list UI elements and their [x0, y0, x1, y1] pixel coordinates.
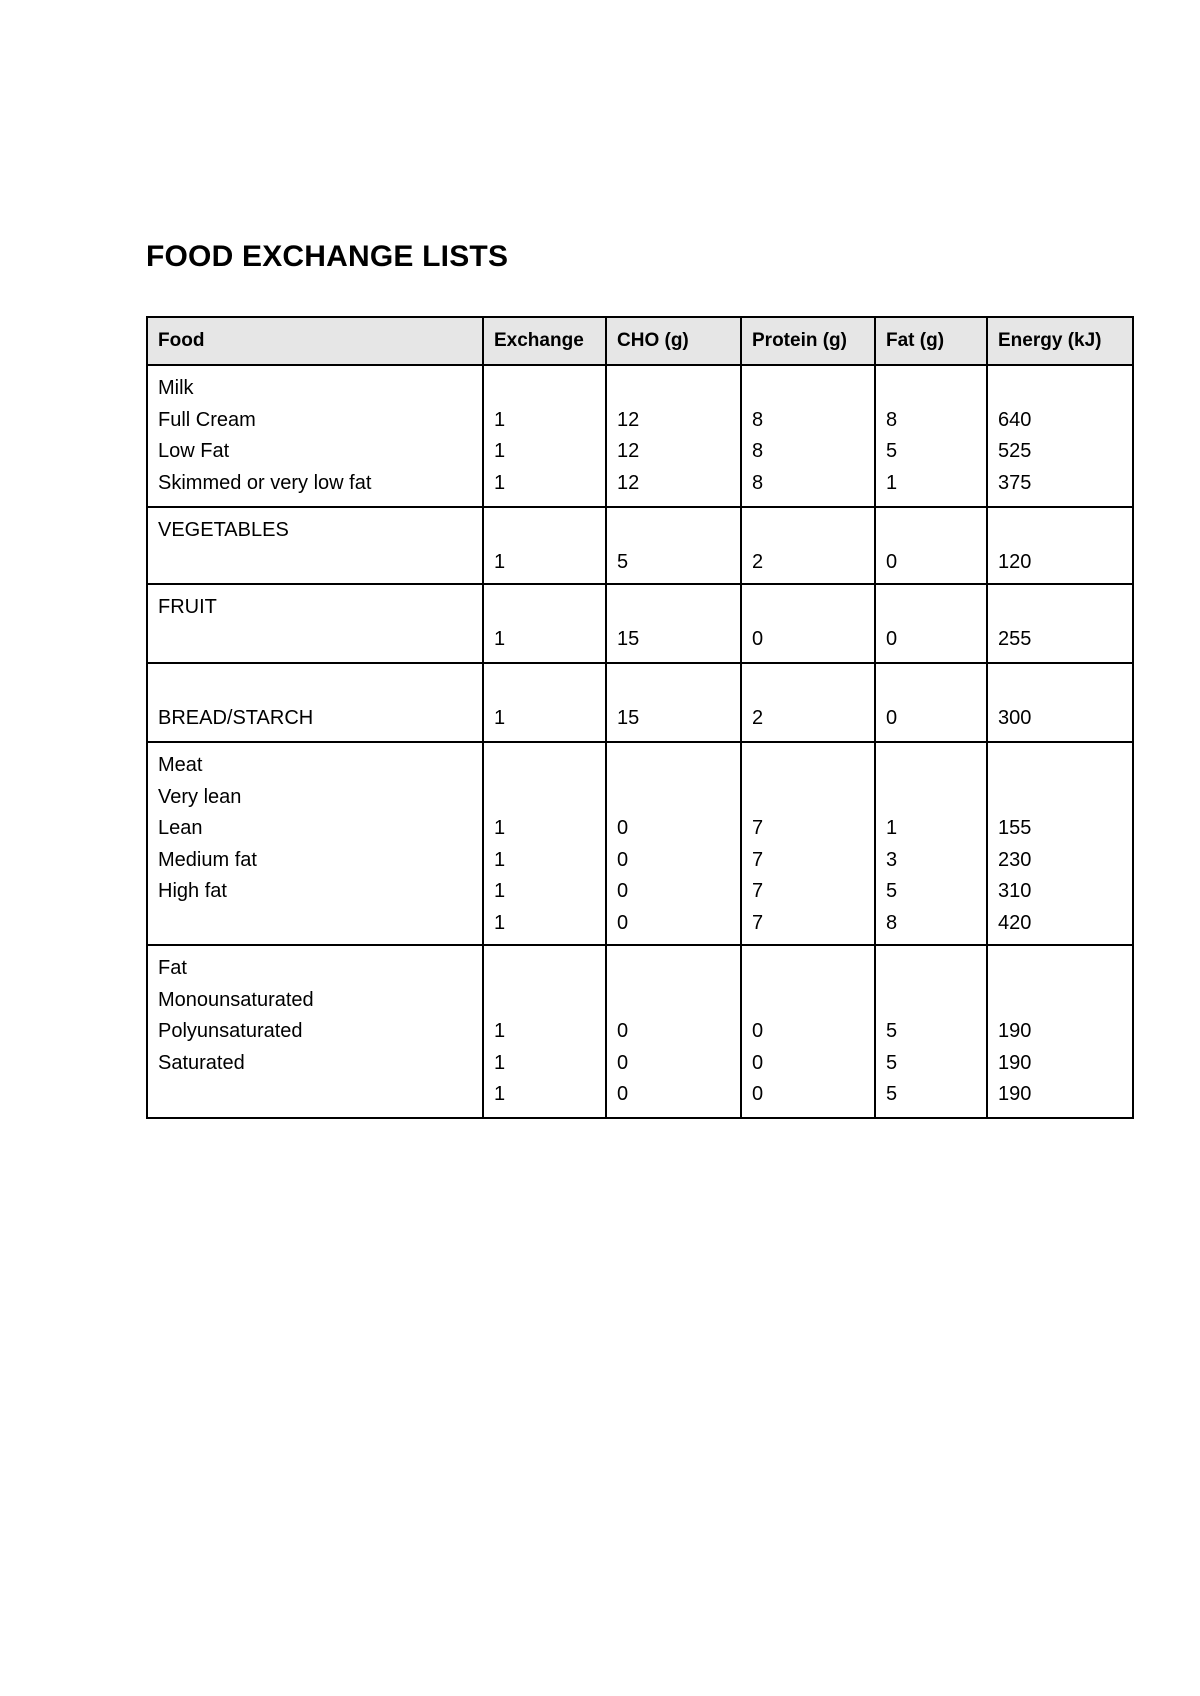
- cell-line: [158, 1079, 482, 1111]
- cell-line: 7: [752, 848, 764, 871]
- cell-line: [998, 782, 1132, 814]
- cell-line: 1: [494, 627, 506, 650]
- cell-line: [158, 908, 482, 940]
- cell-line: [886, 373, 986, 405]
- cell-line: [998, 592, 1132, 624]
- cell-line: 0: [752, 1083, 764, 1105]
- cell-line: Low Fat: [158, 440, 230, 462]
- cell-line: 0: [886, 706, 898, 729]
- cell-line: [886, 671, 986, 703]
- food-cell: [147, 507, 483, 584]
- protein-cell: [741, 507, 875, 584]
- cell-line: 8: [752, 408, 764, 431]
- food-exchange-table: [146, 316, 1134, 1119]
- table-row: [147, 663, 1133, 742]
- food-exchange-table-container: [146, 316, 1132, 1119]
- cell-line: 300: [998, 706, 1032, 729]
- protein-cell: [741, 584, 875, 663]
- cell-line: 5: [617, 550, 629, 573]
- cell-line: 2: [752, 550, 764, 573]
- cell-line: 8: [752, 471, 764, 494]
- cell-line: 12: [617, 440, 640, 462]
- cell-line: 1: [494, 1051, 506, 1074]
- cell-line: 0: [617, 1083, 629, 1105]
- cell-line: [158, 671, 482, 703]
- cell-line: [494, 750, 605, 782]
- cell-line: [494, 373, 605, 405]
- cell-line: 1: [494, 848, 506, 871]
- cell-line: 5: [886, 440, 898, 462]
- cell-line: VEGETABLES: [158, 519, 289, 541]
- header-cho: CHO (g): [606, 317, 741, 365]
- cell-line: [752, 782, 874, 814]
- cell-line: Meat: [158, 754, 203, 776]
- cell-line: 0: [617, 880, 629, 902]
- cell-line: 190: [998, 1051, 1032, 1074]
- cell-line: [617, 985, 740, 1017]
- cell-line: [752, 985, 874, 1017]
- energy-cell: [987, 584, 1133, 663]
- cell-line: Very lean: [158, 785, 242, 808]
- cell-line: 8: [886, 408, 898, 431]
- cell-line: 0: [752, 1020, 764, 1042]
- cell-line: 1: [494, 1020, 506, 1042]
- protein-cell: [741, 742, 875, 945]
- energy-cell: [987, 663, 1133, 742]
- cell-line: 5: [886, 1020, 898, 1042]
- cell-line: 0: [617, 817, 629, 839]
- header-energy: Energy (kJ): [987, 317, 1133, 365]
- table-row: [147, 742, 1133, 945]
- cell-line: [998, 985, 1132, 1017]
- cho-cell: [606, 365, 741, 507]
- cell-line: [494, 953, 605, 985]
- cell-line: 0: [886, 627, 898, 650]
- cell-line: [998, 373, 1132, 405]
- cell-line: 0: [617, 1051, 629, 1074]
- exchange-cell: [483, 365, 606, 507]
- cell-line: 120: [998, 550, 1032, 573]
- cell-line: 8: [886, 911, 898, 934]
- cell-line: 420: [998, 911, 1032, 934]
- fat-cell: [875, 663, 987, 742]
- cell-line: 0: [886, 550, 898, 573]
- protein-cell: [741, 663, 875, 742]
- header-food: Food: [147, 317, 483, 365]
- cell-line: Milk: [158, 377, 194, 399]
- cell-line: BREAD/STARCH: [158, 706, 314, 729]
- cell-line: [752, 953, 874, 985]
- cell-line: 0: [752, 627, 764, 650]
- cell-line: 12: [617, 471, 640, 494]
- table-row: [147, 584, 1133, 663]
- cell-line: 1: [886, 471, 898, 494]
- cell-line: 7: [752, 911, 764, 934]
- table-body: [147, 365, 1133, 1118]
- cell-line: [617, 515, 740, 547]
- cho-cell: [606, 584, 741, 663]
- header-fat: Fat (g): [875, 317, 987, 365]
- food-cell: [147, 663, 483, 742]
- cell-line: [752, 592, 874, 624]
- cell-line: Fat: [158, 957, 187, 979]
- cell-line: 1: [494, 706, 506, 729]
- cell-line: [886, 782, 986, 814]
- cell-line: 1: [494, 440, 506, 462]
- cell-line: [617, 592, 740, 624]
- cell-line: FRUIT: [158, 596, 217, 618]
- exchange-cell: [483, 945, 606, 1118]
- cell-line: 5: [886, 1083, 898, 1105]
- cell-line: Medium fat: [158, 848, 257, 871]
- cell-line: [617, 953, 740, 985]
- cell-line: 375: [998, 471, 1032, 494]
- cell-line: 190: [998, 1020, 1032, 1042]
- fat-cell: [875, 584, 987, 663]
- cell-line: 190: [998, 1083, 1032, 1105]
- cell-line: 1: [494, 408, 506, 431]
- table-header-row: [147, 317, 1133, 365]
- cell-line: 15: [617, 627, 640, 650]
- cell-line: 525: [998, 440, 1032, 462]
- cell-line: [752, 515, 874, 547]
- exchange-cell: [483, 663, 606, 742]
- cell-line: [617, 782, 740, 814]
- energy-cell: [987, 742, 1133, 945]
- cell-line: Monounsaturated: [158, 988, 314, 1011]
- cell-line: Polyunsaturated: [158, 1020, 303, 1042]
- cell-line: [158, 624, 482, 656]
- energy-cell: [987, 945, 1133, 1118]
- cell-line: 1: [886, 817, 898, 839]
- cell-line: 1: [494, 550, 506, 573]
- fat-cell: [875, 507, 987, 584]
- cell-line: [494, 985, 605, 1017]
- cell-line: 1: [494, 1083, 506, 1105]
- cell-line: 7: [752, 880, 764, 902]
- header-protein: Protein (g): [741, 317, 875, 365]
- header-exchange: Exchange: [483, 317, 606, 365]
- cell-line: [998, 671, 1132, 703]
- cell-line: 640: [998, 408, 1032, 431]
- cell-line: 1: [494, 911, 506, 934]
- cho-cell: [606, 945, 741, 1118]
- food-cell: [147, 742, 483, 945]
- cell-line: 0: [752, 1051, 764, 1074]
- food-cell: [147, 584, 483, 663]
- protein-cell: [741, 365, 875, 507]
- table-row: [147, 945, 1133, 1118]
- cell-line: [752, 373, 874, 405]
- cell-line: 8: [752, 440, 764, 462]
- cell-line: Full Cream: [158, 408, 256, 431]
- cell-line: [998, 953, 1132, 985]
- page-title: FOOD EXCHANGE LISTS: [146, 240, 509, 273]
- cell-line: [158, 547, 482, 579]
- cell-line: [886, 515, 986, 547]
- energy-cell: [987, 365, 1133, 507]
- cell-line: 310: [998, 880, 1032, 902]
- food-cell: [147, 365, 483, 507]
- cell-line: [617, 750, 740, 782]
- fat-cell: [875, 945, 987, 1118]
- cell-line: [494, 515, 605, 547]
- exchange-cell: [483, 507, 606, 584]
- cell-line: Lean: [158, 817, 203, 839]
- cell-line: 255: [998, 627, 1032, 650]
- cell-line: 1: [494, 880, 506, 902]
- energy-cell: [987, 507, 1133, 584]
- table-row: [147, 507, 1133, 584]
- cell-line: [886, 953, 986, 985]
- fat-cell: [875, 365, 987, 507]
- cell-line: 1: [494, 471, 506, 494]
- cell-line: 0: [617, 1020, 629, 1042]
- cell-line: 230: [998, 848, 1032, 871]
- cell-line: [494, 592, 605, 624]
- cell-line: [886, 592, 986, 624]
- cho-cell: [606, 742, 741, 945]
- fat-cell: [875, 742, 987, 945]
- cell-line: Saturated: [158, 1051, 245, 1074]
- cell-line: 5: [886, 880, 898, 902]
- cell-line: Skimmed or very low fat: [158, 471, 372, 494]
- food-cell: [147, 945, 483, 1118]
- cell-line: 12: [617, 408, 640, 431]
- cell-line: 7: [752, 817, 764, 839]
- cell-line: 3: [886, 848, 898, 871]
- protein-cell: [741, 945, 875, 1118]
- cell-line: 1: [494, 817, 506, 839]
- cho-cell: [606, 663, 741, 742]
- exchange-cell: [483, 742, 606, 945]
- cell-line: [494, 671, 605, 703]
- cell-line: 0: [617, 848, 629, 871]
- table-row: [147, 365, 1133, 507]
- cho-cell: [606, 507, 741, 584]
- cell-line: 15: [617, 706, 640, 729]
- cell-line: [998, 750, 1132, 782]
- cell-line: [752, 671, 874, 703]
- exchange-cell: [483, 584, 606, 663]
- cell-line: [494, 782, 605, 814]
- cell-line: 2: [752, 706, 764, 729]
- cell-line: [617, 373, 740, 405]
- cell-line: [886, 985, 986, 1017]
- cell-line: [617, 671, 740, 703]
- cell-line: [998, 515, 1132, 547]
- cell-line: 155: [998, 817, 1032, 839]
- cell-line: High fat: [158, 880, 227, 902]
- cell-line: [886, 750, 986, 782]
- cell-line: 0: [617, 911, 629, 934]
- cell-line: 5: [886, 1051, 898, 1074]
- cell-line: [752, 750, 874, 782]
